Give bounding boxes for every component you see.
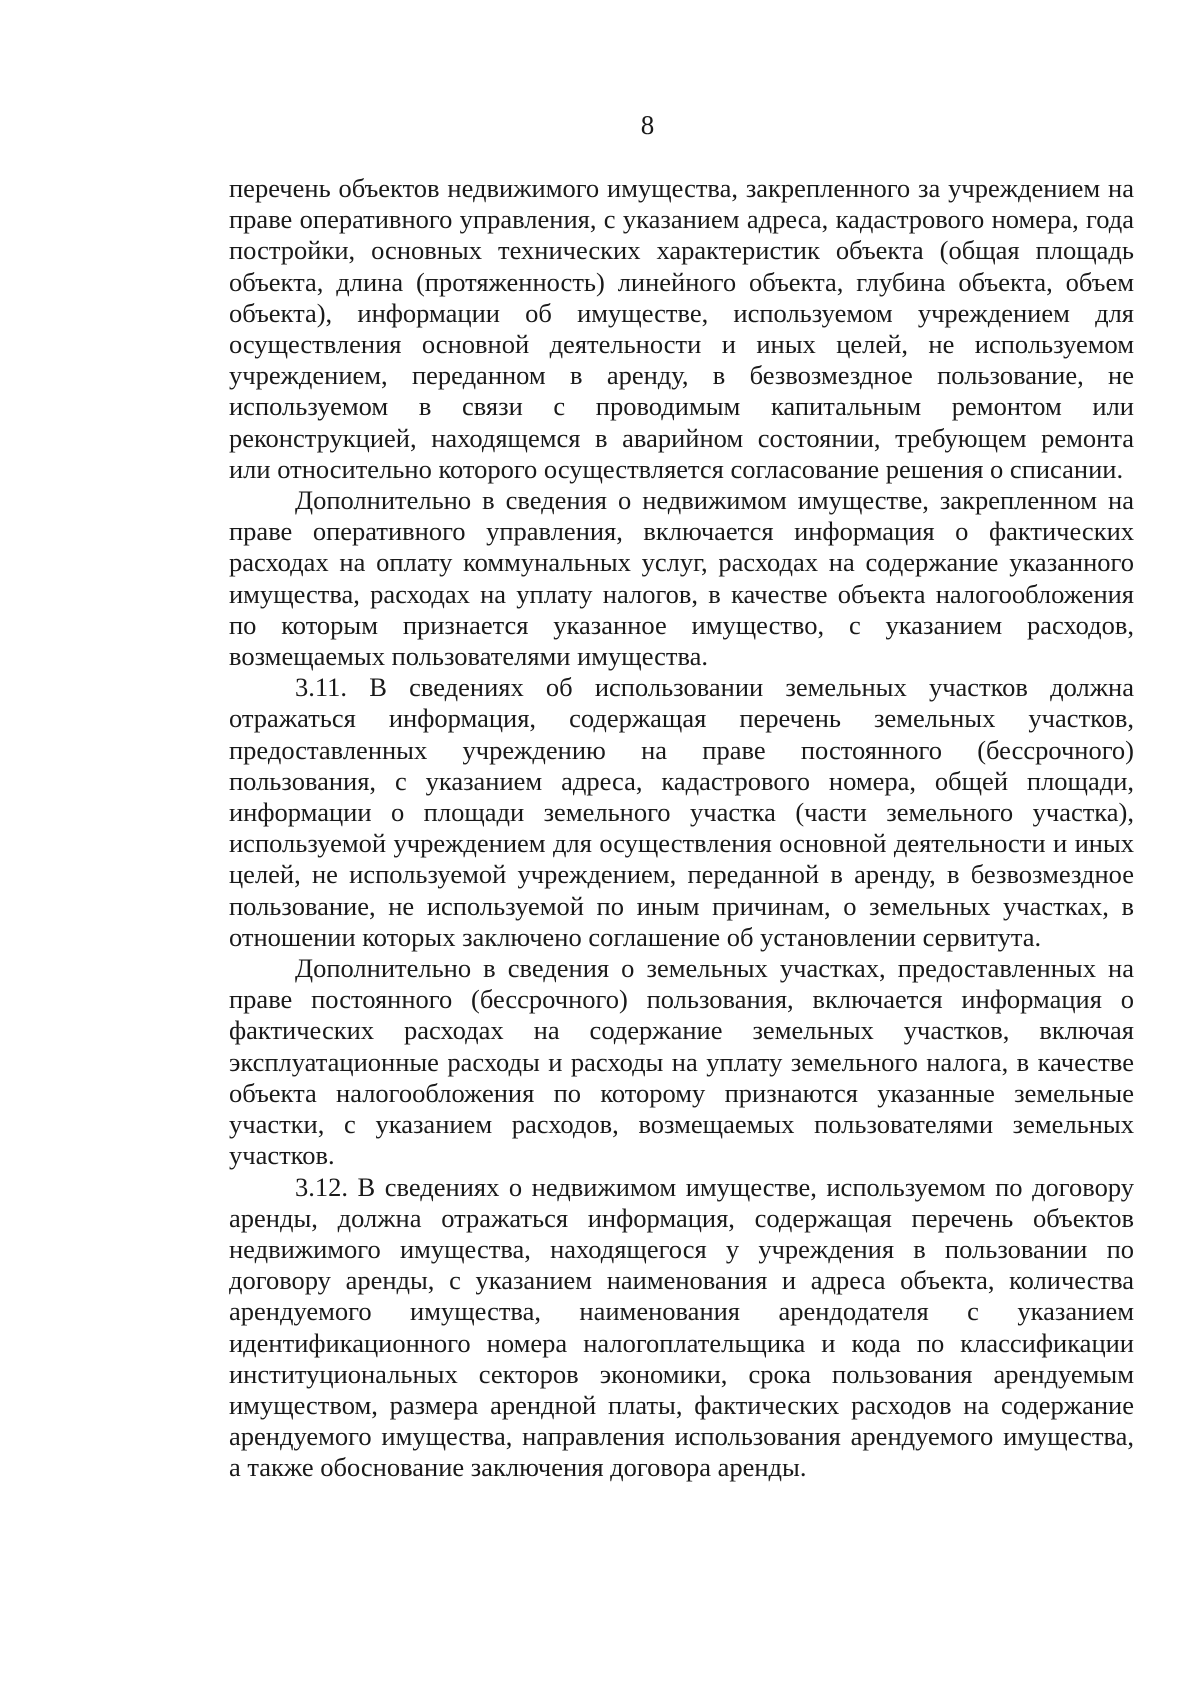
document-body <box>229 173 1134 1484</box>
page-number: 8 <box>640 110 655 140</box>
paragraph-section-3-11: 3.11. В сведениях об использовании земельных участков должна отражаться информация, содержащая перечень земельных участков, предоставленных учреждению на праве постоянного (бессрочного) пользования, с указанием адреса, кадастрового номера, общей площади, информации о площади земельного участка (части земельного участка), используемой учреждением для осуществления основной деятельности и иных целей, не используемой учреждением, переданной в аренду, в безвозмездное пользование, не используемой по иным причинам, о земельных участках, в отношении которых заключено соглашение об установлении сервитута. <box>229 672 1134 952</box>
paragraph-additional-property-info: Дополнительно в сведения о недвижимом имуществе, закрепленном на праве оперативного управления, включается информация о фактических расходах на оплату коммунальных услуг, расходах на содержание указанного имущества, расходах на уплату налогов, в качестве объекта налогообложения по которым признается указанное имущество, с указанием расходов, возмещаемых пользователями имущества. <box>229 485 1134 672</box>
paragraph-continuation: перечень объектов недвижимого имущества, закрепленного за учреждением на праве оперативного управления, с указанием адреса, кадастрового номера, года постройки, основных технических характеристик объекта (общая площадь объекта, длина (протяженность) линейного объекта, глубина объекта, объем объекта), информации об имуществе, используемом учреждением для осуществления основной деятельности и иных целей, не используемом учреждением, переданном в аренду, в безвозмездное пользование, не используемом в связи с проводимым капитальным ремонтом или реконструкцией, находящемся в аварийном состоянии, требующем ремонта или относительно которого осуществляется согласование решения о списании. <box>229 173 1134 484</box>
paragraph-additional-land-info: Дополнительно в сведения о земельных участках, предоставленных на праве постоянного (бессрочного) пользования, включается информация о фактических расходах на содержание земельных участков, включая эксплуатационные расходы и расходы на уплату земельного налога, в качестве объекта налогообложения по которому признаются указанные земельные участки, с указанием расходов, возмещаемых пользователями земельных участков. <box>229 953 1134 1171</box>
paragraph-section-3-12: 3.12. В сведениях о недвижимом имуществе, используемом по договору аренды, должна отражаться информация, содержащая перечень объектов недвижимого имущества, находящегося у учреждения в пользовании по договору аренды, с указанием наименования и адреса объекта, количества арендуемого имущества, наименования арендодателя с указанием идентификационного номера налогоплательщика и кода по классификации институциональных секторов экономики, срока пользования арендуемым имуществом, размера арендной платы, фактических расходов на содержание арендуемого имущества, направления использования арендуемого имущества, а также обоснование заключения договора аренды. <box>229 1171 1134 1483</box>
